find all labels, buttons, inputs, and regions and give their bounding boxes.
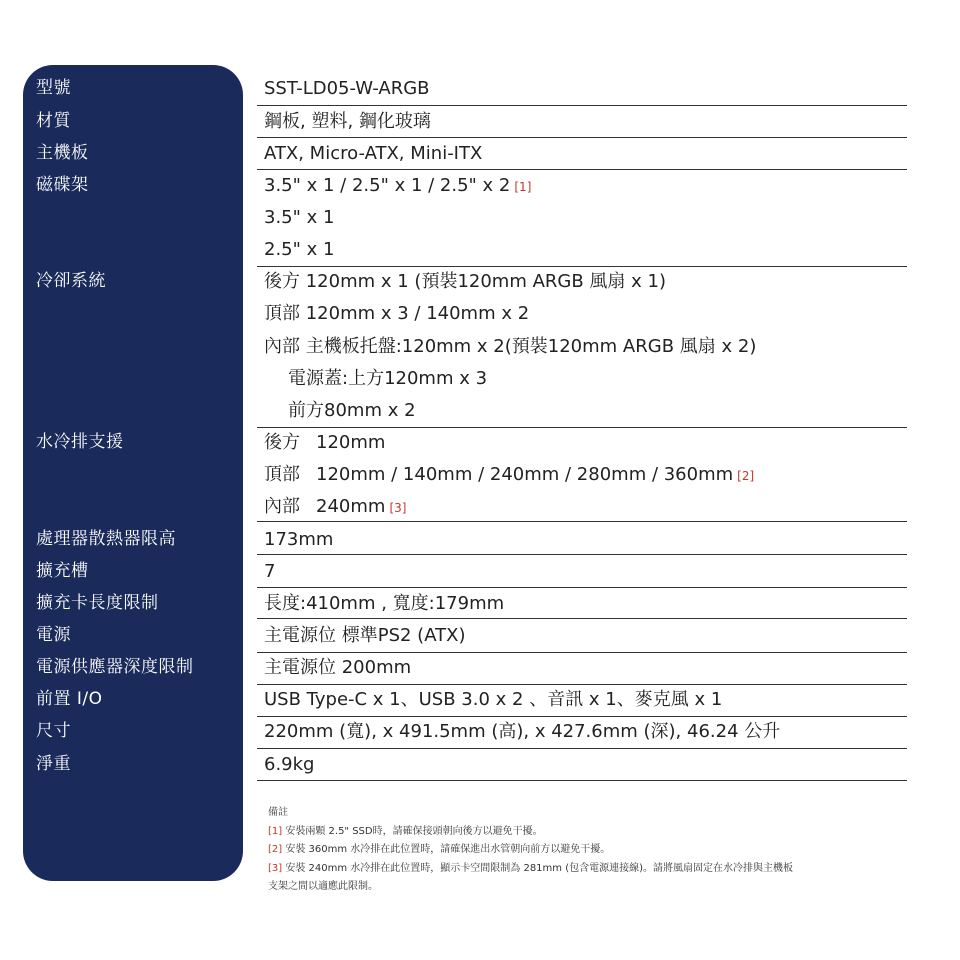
value-front-io: USB Type-C x 1、USB 3.0 x 2 、音訊 x 1、麥克風 x 1 (264, 689, 723, 710)
value-radiator-2 (264, 464, 754, 487)
value-gpu-length: 長度:410mm , 寬度:179mm (264, 593, 505, 614)
divider (257, 618, 907, 619)
value-weight: 6.9kg (264, 754, 315, 775)
divider (257, 684, 907, 685)
radiator-position: 內部 (264, 496, 300, 517)
value-psu: 主電源位 標準PS2 (ATX) (264, 625, 466, 646)
value-drive-bays-3: 2.5" x 1 (264, 239, 335, 260)
footnote-3-ref: [3] (268, 862, 283, 874)
value-radiator-1 (264, 432, 385, 454)
footnote-3 (268, 860, 908, 879)
footnote-1-text: 安裝兩顆 2.5" SSD時，請確保接頭朝向後方以避免干擾。 (282, 825, 543, 837)
label-weight: 淨重 (36, 754, 71, 774)
value-drive-bays-2: 3.5" x 1 (264, 207, 335, 228)
label-expansion-slots: 擴充槽 (36, 561, 89, 581)
label-dimensions: 尺寸 (36, 721, 71, 741)
divider (257, 554, 907, 555)
footnote-ref-3: [3] (389, 501, 407, 515)
value-cooling-5: 前方80mm x 2 (288, 400, 416, 421)
divider (257, 521, 907, 522)
divider (257, 780, 907, 781)
value-cooling-4: 電源蓋:上方120mm x 3 (288, 368, 488, 389)
divider (257, 427, 907, 428)
divider (257, 266, 907, 267)
radiator-size: 120mm (316, 432, 386, 453)
value-material: 鋼板, 塑料, 鋼化玻璃 (264, 111, 431, 132)
footnote-2-ref: [2] (268, 844, 283, 855)
label-psu: 電源 (36, 625, 71, 645)
value-cooling-3: 內部 主機板托盤:120mm x 2(預裝120mm ARGB 風扇 x 2) (264, 336, 757, 357)
footnotes-title: 備註 (268, 807, 288, 818)
label-cooling: 冷卻系統 (36, 271, 106, 291)
label-motherboard: 主機板 (36, 143, 89, 163)
divider (257, 652, 907, 653)
value-expansion-slots: 7 (264, 561, 276, 582)
value-cooling-1: 後方 120mm x 1 (預裝120mm ARGB 風扇 x 1) (264, 271, 666, 292)
label-radiator: 水冷排支援 (36, 432, 124, 452)
label-cpu-cooler: 處理器散熱器限高 (36, 529, 176, 549)
divider (257, 105, 907, 106)
value-dimensions: 220mm (寬), x 491.5mm (高), x 427.6mm (深), 46.24 公升 (264, 721, 781, 742)
value-cpu-cooler: 173mm (264, 529, 334, 550)
divider (257, 716, 907, 717)
radiator-position: 頂部 (264, 464, 300, 485)
value-motherboard: ATX, Micro-ATX, Mini-ITX (264, 143, 483, 164)
value-radiator-3 (264, 496, 406, 519)
footnote-2-text: 安裝 360mm 水冷排在此位置時，請確保進出水管朝向前方以避免干擾。 (282, 844, 611, 855)
footnote-1 (268, 823, 908, 842)
value-drive-bays-1 (264, 175, 531, 198)
value-psu-depth: 主電源位 200mm (264, 657, 412, 678)
divider (257, 169, 907, 170)
divider (257, 137, 907, 138)
drive-bays-text: 3.5" x 1 / 2.5" x 1 / 2.5" x 2 (264, 175, 511, 196)
label-model: 型號 (36, 78, 71, 98)
divider (257, 587, 907, 588)
footnote-ref-1: [1] (514, 180, 532, 194)
footnote-3-text: 安裝 240mm 水冷排在此位置時，顯示卡空間限制為 281mm (包含電源連接線)。請將風扇固定在水冷排與主機板 (282, 862, 794, 874)
footnote-1-ref: [1] (268, 825, 283, 837)
footnote-3-continued: 支架之間以適應此限制。 (268, 881, 378, 892)
footnote-2 (268, 841, 908, 860)
value-model: SST-LD05-W-ARGB (264, 78, 430, 99)
radiator-position: 後方 (264, 432, 300, 453)
label-material: 材質 (36, 111, 71, 131)
radiator-size: 240mm (316, 496, 386, 517)
label-psu-depth: 電源供應器深度限制 (36, 657, 194, 677)
label-drive-bays: 磁碟架 (36, 175, 89, 195)
label-front-io: 前置 I/O (36, 689, 103, 709)
radiator-size: 120mm / 140mm / 240mm / 280mm / 360mm (316, 464, 734, 485)
value-cooling-2: 頂部 120mm x 3 / 140mm x 2 (264, 303, 530, 324)
label-gpu-length: 擴充卡長度限制 (36, 593, 159, 613)
footnotes (268, 804, 908, 897)
footnote-ref-2: [2] (737, 469, 755, 483)
divider (257, 748, 907, 749)
